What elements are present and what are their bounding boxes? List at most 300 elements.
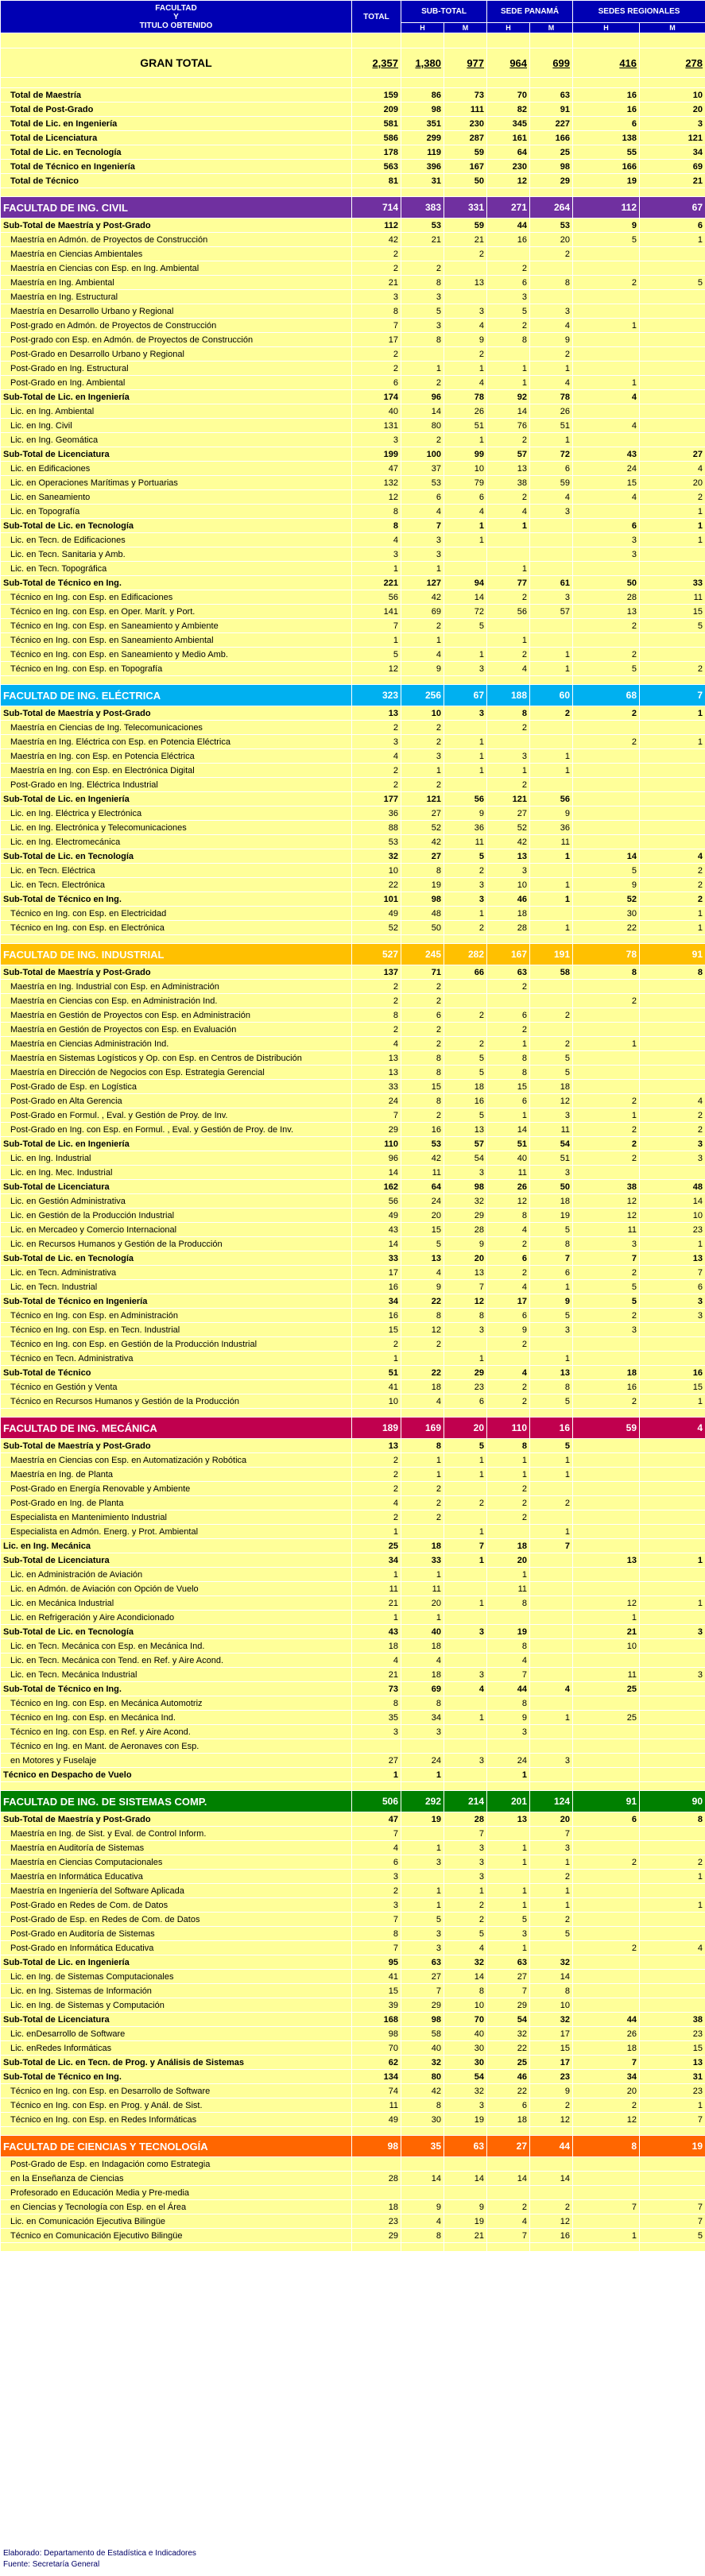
row-value: 111	[444, 102, 487, 117]
row-value: 19	[640, 2136, 705, 2157]
row-value: 15	[573, 476, 640, 490]
row-value: 26	[573, 2027, 640, 2041]
row-value: 4	[487, 505, 530, 519]
row-value: 3	[530, 304, 573, 319]
row-value: 2	[573, 994, 640, 1008]
row-value: 16	[640, 1366, 705, 1380]
row-value: 13	[487, 462, 530, 476]
row-value	[640, 1582, 705, 1596]
row-value: 1	[530, 1280, 573, 1294]
row-label: Sub-Total de Licenciatura	[1, 447, 352, 462]
row-value	[640, 1166, 705, 1180]
row-value: 24	[487, 1754, 530, 1768]
row-value: 17	[487, 1294, 530, 1309]
row-value: 3	[444, 706, 487, 721]
row-label: Sub-Total de Técnico	[1, 1366, 352, 1380]
row-value	[530, 721, 573, 735]
row-label: Sub-Total de Maestría y Post-Grado	[1, 965, 352, 980]
row-value	[487, 994, 530, 1008]
row-value	[530, 735, 573, 749]
row-value: 18	[530, 1194, 573, 1209]
row-value: 63	[530, 88, 573, 102]
row-value: 138	[573, 131, 640, 145]
row-value: 14	[530, 1970, 573, 1984]
row-value	[640, 1754, 705, 1768]
row-value	[573, 1525, 640, 1539]
row-value	[573, 764, 640, 778]
row-value: 5	[573, 1280, 640, 1294]
row-value: 15	[530, 2041, 573, 2056]
row-value: 6	[487, 276, 530, 290]
row-label: Lic. en Tecn. Topográfica	[1, 562, 352, 576]
row-value: 92	[487, 390, 530, 404]
row-value: 14	[487, 1123, 530, 1137]
header-h: H	[487, 22, 530, 33]
row-value: 2	[487, 980, 530, 994]
row-value: 5	[530, 1051, 573, 1066]
row-value: 66	[444, 965, 487, 980]
faculty-header-row	[1, 2136, 705, 2157]
row-value: 34	[401, 1711, 444, 1725]
row-value: 2	[640, 1108, 705, 1123]
row-value	[573, 1927, 640, 1941]
row-value	[530, 619, 573, 633]
row-value: 50	[444, 174, 487, 188]
row-value: 1	[352, 1611, 401, 1625]
row-value: 42	[401, 835, 444, 849]
row-value: 1	[352, 562, 401, 576]
row-label: Lic. en Ing. Civil	[1, 419, 352, 433]
row-value: 3	[444, 662, 487, 676]
row-value: 1	[573, 1108, 640, 1123]
row-value: 2	[401, 994, 444, 1008]
row-value	[640, 1080, 705, 1094]
row-value: 4	[352, 533, 401, 547]
row-value: 168	[352, 2013, 401, 2027]
row-value	[487, 619, 530, 633]
row-value: 80	[401, 2070, 444, 2084]
row-value: 383	[401, 197, 444, 219]
table-row	[1, 276, 705, 290]
row-value: 1	[352, 1768, 401, 1782]
row-value: 1	[530, 921, 573, 935]
row-value	[573, 1998, 640, 2013]
row-value	[573, 1080, 640, 1094]
row-value: 20	[487, 1553, 530, 1568]
row-value: 1	[573, 2229, 640, 2243]
table-row	[1, 721, 705, 735]
row-label: en Ciencias y Tecnología con Esp. en el Área	[1, 2200, 352, 2214]
row-value: 2	[401, 980, 444, 994]
row-value	[573, 2157, 640, 2172]
row-value: 23	[640, 2084, 705, 2098]
row-value: 977	[444, 48, 487, 78]
row-value: 86	[401, 88, 444, 102]
row-label: Sub-Total de Lic. en Tecnología	[1, 1251, 352, 1266]
row-value: 98	[401, 2013, 444, 2027]
row-value: 13	[530, 1366, 573, 1380]
row-value: 4	[444, 319, 487, 333]
row-value: 96	[401, 390, 444, 404]
row-value: 6	[530, 462, 573, 476]
header-sede-panama: SEDE PANAMÁ	[487, 1, 573, 23]
row-value: 100	[401, 447, 444, 462]
row-value: 19	[444, 2214, 487, 2229]
row-value: 22	[487, 2041, 530, 2056]
table-row	[1, 1209, 705, 1223]
row-value: 7	[352, 1913, 401, 1927]
row-value: 8	[352, 1927, 401, 1941]
row-value: 264	[530, 197, 573, 219]
row-label: Maestría en Gestión de Proyectos con Esp. en Administración	[1, 1008, 352, 1023]
row-value: 5	[530, 1066, 573, 1080]
row-value: 563	[352, 160, 401, 174]
row-label: Lic. en Saneamiento	[1, 490, 352, 505]
row-value	[444, 562, 487, 576]
row-value: 191	[530, 944, 573, 965]
row-value: 32	[444, 1194, 487, 1209]
row-value: 17	[530, 2027, 573, 2041]
row-value: 1	[640, 1898, 705, 1913]
row-value: 32	[530, 2013, 573, 2027]
row-value: 46	[487, 892, 530, 907]
row-value: 2	[401, 721, 444, 735]
row-value	[444, 261, 487, 276]
row-value	[530, 1553, 573, 1568]
row-value: 11	[352, 1582, 401, 1596]
row-value	[573, 1654, 640, 1668]
row-value	[444, 1023, 487, 1037]
row-value: 6	[640, 1280, 705, 1294]
row-value	[487, 1352, 530, 1366]
row-value	[640, 2186, 705, 2200]
row-value: 24	[401, 1754, 444, 1768]
row-label: FACULTAD DE ING. CIVIL	[1, 197, 352, 219]
row-value: 2	[444, 864, 487, 878]
row-value: 21	[640, 174, 705, 188]
row-value: 1	[530, 1884, 573, 1898]
row-value: 1	[444, 907, 487, 921]
row-value: 1	[401, 362, 444, 376]
table-row	[1, 1008, 705, 1023]
row-value	[530, 1639, 573, 1654]
row-value	[640, 2172, 705, 2186]
row-label: Técnico en Ing. con Esp. en Electrónica	[1, 921, 352, 935]
table-row	[1, 490, 705, 505]
row-value: 3	[401, 1725, 444, 1739]
row-value	[487, 533, 530, 547]
row-value: 287	[444, 131, 487, 145]
row-value: 12	[444, 1294, 487, 1309]
row-value: 27	[401, 806, 444, 821]
row-value: 2	[352, 1482, 401, 1496]
row-value: 11	[640, 590, 705, 605]
row-value: 11	[401, 1582, 444, 1596]
row-value: 11	[530, 835, 573, 849]
subtotal-row	[1, 390, 705, 404]
row-value: 3	[444, 1841, 487, 1855]
row-value: 3	[487, 864, 530, 878]
row-value: 4	[573, 490, 640, 505]
row-label: Total de Lic. en Tecnología	[1, 145, 352, 160]
table-row	[1, 648, 705, 662]
row-label: FACULTAD DE ING. DE SISTEMAS COMP.	[1, 1791, 352, 1812]
row-value: 8	[401, 1094, 444, 1108]
row-value: 3	[573, 1323, 640, 1337]
table-row	[1, 1855, 705, 1870]
row-value: 8	[487, 1439, 530, 1453]
row-value: 2	[444, 1898, 487, 1913]
row-value	[573, 1841, 640, 1855]
row-value: 29	[444, 1209, 487, 1223]
row-value: 201	[487, 1791, 530, 1812]
row-value: 1	[352, 1352, 401, 1366]
row-value: 2	[530, 1913, 573, 1927]
row-value: 9	[530, 806, 573, 821]
row-value: 15	[352, 1323, 401, 1337]
row-label: Lic. en Ing. Mec. Industrial	[1, 1166, 352, 1180]
row-value: 40	[401, 1625, 444, 1639]
row-value: 52	[573, 892, 640, 907]
row-value: 2	[487, 721, 530, 735]
row-value: 13	[352, 1066, 401, 1080]
row-value: 23	[352, 2214, 401, 2229]
row-value	[530, 562, 573, 576]
row-value: 4	[640, 1418, 705, 1439]
row-value: 54	[530, 1137, 573, 1151]
row-value: 56	[444, 792, 487, 806]
row-value: 16	[530, 2229, 573, 2243]
row-value: 5	[401, 1913, 444, 1927]
row-label: Lic. enRedes Informáticas	[1, 2041, 352, 2056]
row-value: 245	[401, 944, 444, 965]
row-value: 5	[640, 619, 705, 633]
row-value: 44	[573, 2013, 640, 2027]
row-value: 60	[530, 685, 573, 706]
row-value: 416	[573, 48, 640, 78]
row-value	[530, 864, 573, 878]
row-value: 53	[401, 219, 444, 233]
row-value	[401, 1870, 444, 1884]
row-value: 2	[487, 778, 530, 792]
row-value: 1	[444, 1468, 487, 1482]
row-value: 8	[640, 1812, 705, 1827]
row-value: 3	[401, 290, 444, 304]
row-value: 19	[530, 1209, 573, 1223]
row-value: 13	[444, 1123, 487, 1137]
row-value: 4	[487, 2214, 530, 2229]
row-value: 2	[352, 778, 401, 792]
row-value: 14	[444, 2172, 487, 2186]
row-value	[530, 907, 573, 921]
row-value: 8	[487, 1066, 530, 1080]
row-value	[640, 648, 705, 662]
row-value: 18	[401, 1380, 444, 1394]
row-value	[573, 1468, 640, 1482]
row-value	[444, 1639, 487, 1654]
table-row	[1, 1380, 705, 1394]
row-label: Técnico en Gestión y Venta	[1, 1380, 352, 1394]
row-value: 12	[352, 662, 401, 676]
table-row	[1, 619, 705, 633]
row-value: 24	[352, 1094, 401, 1108]
row-label: FACULTAD DE ING. ELÉCTRICA	[1, 685, 352, 706]
row-value: 78	[444, 390, 487, 404]
table-row	[1, 376, 705, 390]
row-value: 3	[573, 1237, 640, 1251]
row-value: 19	[444, 2113, 487, 2127]
row-label: Maestría en Gestión de Proyectos con Esp. en Evaluación	[1, 1023, 352, 1037]
spacer-row	[1, 33, 705, 48]
row-value: 299	[401, 131, 444, 145]
row-value: 2	[487, 2200, 530, 2214]
row-value: 14	[487, 404, 530, 419]
row-label: Lic. en Ing. Sistemas de Información	[1, 1984, 352, 1998]
row-value	[573, 1439, 640, 1453]
row-value: 38	[640, 2013, 705, 2027]
row-value: 2	[352, 1023, 401, 1037]
row-value: 3	[530, 590, 573, 605]
row-value: 4	[352, 1037, 401, 1051]
row-value	[530, 1337, 573, 1352]
row-value: 7	[530, 1251, 573, 1266]
spacer-row	[1, 676, 705, 685]
row-value: 4	[487, 1280, 530, 1294]
row-label: Sub-Total de Maestría y Post-Grado	[1, 219, 352, 233]
row-value: 46	[487, 2070, 530, 2084]
row-label: Lic. enDesarrollo de Software	[1, 2027, 352, 2041]
row-value	[573, 1913, 640, 1927]
row-value: 1	[487, 1453, 530, 1468]
row-value: 4	[352, 1654, 401, 1668]
row-value: 18	[401, 1539, 444, 1553]
row-value: 18	[487, 907, 530, 921]
row-value: 1	[444, 1596, 487, 1611]
table-row	[1, 1051, 705, 1066]
row-value: 121	[487, 792, 530, 806]
row-value: 52	[487, 821, 530, 835]
row-value: 13	[487, 849, 530, 864]
row-value	[487, 1870, 530, 1884]
summary-row	[1, 88, 705, 102]
grand-total-row	[1, 48, 705, 78]
row-value	[640, 1568, 705, 1582]
row-value: 72	[444, 605, 487, 619]
row-value: 14	[573, 849, 640, 864]
row-value: 18	[401, 1668, 444, 1682]
table-row	[1, 1510, 705, 1525]
row-value: 36	[352, 806, 401, 821]
row-value	[573, 1453, 640, 1468]
row-value	[640, 419, 705, 433]
row-value	[530, 1482, 573, 1496]
row-value: 6	[352, 376, 401, 390]
row-label: Sub-Total de Técnico en Ingeniería	[1, 1294, 352, 1309]
row-value: 1	[573, 319, 640, 333]
row-value: 2	[401, 376, 444, 390]
row-label: Sub-Total de Licenciatura	[1, 1553, 352, 1568]
row-label: Post-Grado de Esp. en Indagación como Estrategia	[1, 2157, 352, 2172]
header-m: M	[444, 22, 487, 33]
row-value: 4	[401, 648, 444, 662]
row-value: 5	[640, 276, 705, 290]
row-value	[444, 1654, 487, 1668]
row-value: 82	[487, 102, 530, 117]
row-value: 76	[487, 419, 530, 433]
row-value: 12	[573, 2113, 640, 2127]
row-value: 95	[352, 1955, 401, 1970]
row-value	[401, 2157, 444, 2172]
row-value: 8	[401, 1696, 444, 1711]
row-value: 28	[444, 1223, 487, 1237]
row-value: 1	[573, 1037, 640, 1051]
row-value	[487, 2157, 530, 2172]
row-label: Total de Técnico	[1, 174, 352, 188]
row-value: 49	[352, 1209, 401, 1223]
row-value: 16	[487, 233, 530, 247]
row-value: 22	[352, 878, 401, 892]
row-value: 3	[640, 1137, 705, 1151]
row-value: 11	[487, 1582, 530, 1596]
row-value: 2	[640, 662, 705, 676]
row-value: 30	[573, 907, 640, 921]
row-value: 4	[573, 390, 640, 404]
row-value: 3	[352, 290, 401, 304]
row-label: Técnico en Ing. con Esp. en Topografía	[1, 662, 352, 676]
row-value: 4	[487, 1223, 530, 1237]
table-row	[1, 1223, 705, 1237]
row-label: Total de Post-Grado	[1, 102, 352, 117]
row-value: 6	[573, 519, 640, 533]
row-value: 91	[530, 102, 573, 117]
row-value: 2	[352, 247, 401, 261]
row-value: 25	[573, 1682, 640, 1696]
row-label: Total de Técnico en Ingeniería	[1, 160, 352, 174]
row-value	[444, 1582, 487, 1596]
row-value: 18	[573, 1366, 640, 1380]
row-value: 1	[640, 1596, 705, 1611]
row-value: 49	[352, 907, 401, 921]
row-value	[640, 1037, 705, 1051]
row-value: 4	[401, 505, 444, 519]
row-value: 23	[640, 1223, 705, 1237]
table-row	[1, 1309, 705, 1323]
row-value: 14	[487, 2172, 530, 2186]
row-value: 8	[530, 1380, 573, 1394]
table-row	[1, 1639, 705, 1654]
row-value: 3	[530, 1108, 573, 1123]
row-value: 5	[530, 1394, 573, 1409]
row-value: 16	[444, 1094, 487, 1108]
row-value	[487, 547, 530, 562]
faculty-header-row	[1, 197, 705, 219]
row-value: 59	[573, 1418, 640, 1439]
row-value: 3	[352, 735, 401, 749]
row-value: 15	[401, 1080, 444, 1094]
table-row	[1, 1094, 705, 1108]
row-value: 58	[530, 965, 573, 980]
row-value: 80	[401, 419, 444, 433]
table-row	[1, 362, 705, 376]
row-label: Técnico en Despacho de Vuelo	[1, 1768, 352, 1782]
row-label: Técnico en Ing. con Esp. en Saneamiento y Medio Amb.	[1, 648, 352, 662]
row-value: 177	[352, 792, 401, 806]
row-value: 3	[352, 1725, 401, 1739]
row-value: 14	[401, 404, 444, 419]
row-value: 1	[640, 233, 705, 247]
row-value: 2	[352, 362, 401, 376]
row-label: Técnico en Ing. con Esp. en Administración	[1, 1309, 352, 1323]
